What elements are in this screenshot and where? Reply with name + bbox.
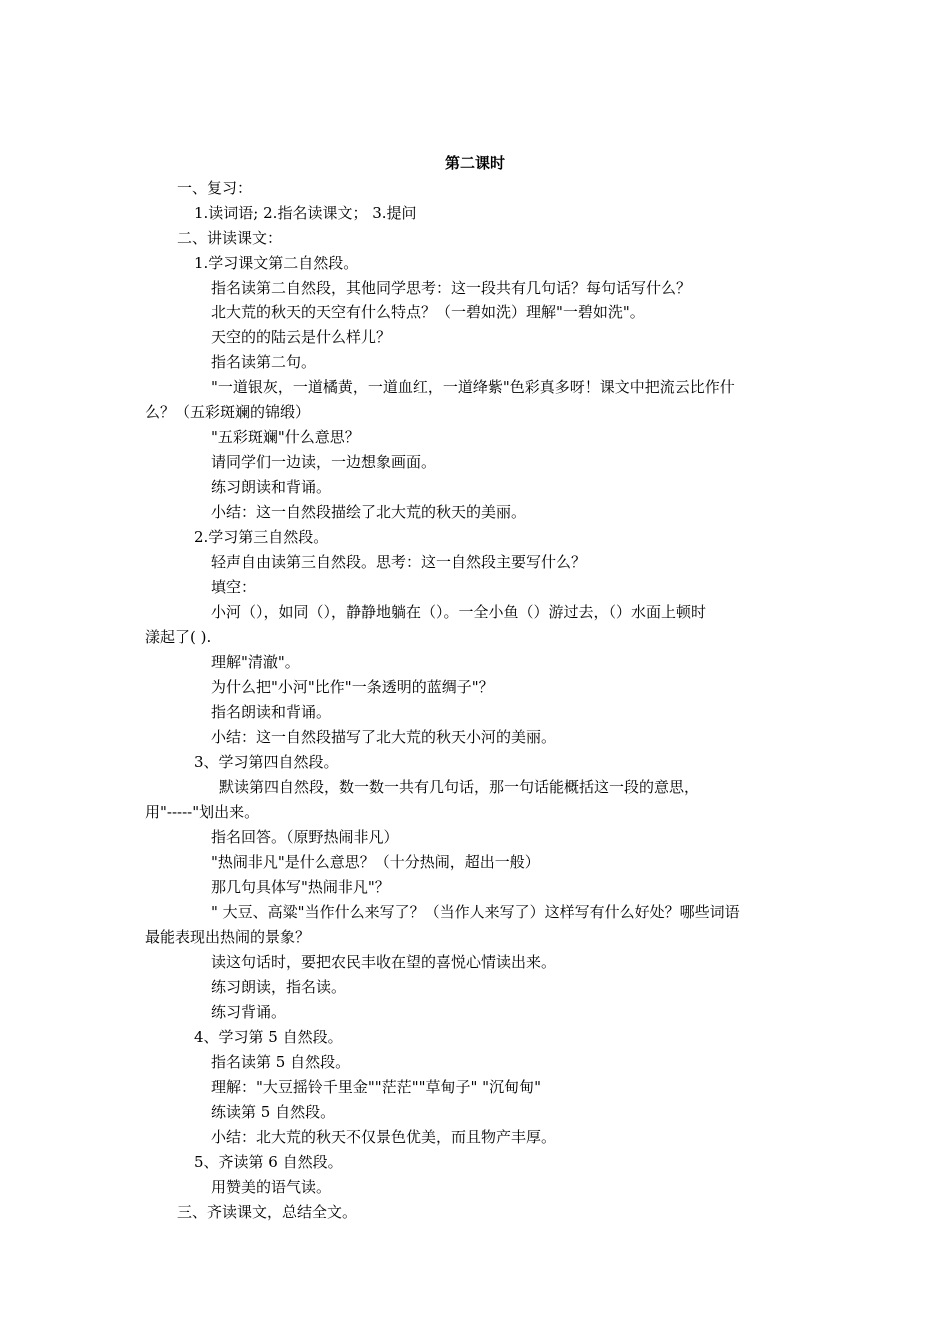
paragraph-line: 指名读第 5 自然段。 (211, 1053, 351, 1071)
paragraph-line: 轻声自由读第三自然段。思考：这一自然段主要写什么？ (211, 553, 587, 571)
paragraph-line: 请同学们一边读，一边想象画面。 (211, 453, 437, 471)
paragraph-line: "一道银灰，一道橘黄，一道血红，一道绛紫"色彩真多呀！课文中把流云比作什 (211, 378, 735, 396)
step-heading-2: 2.学习第三自然段。 (194, 528, 329, 546)
review-items: 1.读词语; 2.指名读课文； 3.提问 (194, 204, 417, 222)
section-heading-conclusion: 三、齐读课文，总结全文。 (177, 1203, 358, 1221)
summary-line: 小结：北大荒的秋天不仅景色优美，而且物产丰厚。 (211, 1128, 557, 1146)
paragraph-line: 那几句具体写"热闹非凡"？ (211, 878, 390, 896)
paragraph-line: 指名读第二自然段，其他同学思考：这一段共有几句话？每句话写什么？ (211, 279, 692, 297)
paragraph-line: 天空的的陆云是什么样儿？ (211, 328, 392, 346)
paragraph-line-continued: 漾起了( ). (145, 628, 212, 646)
paragraph-line: 练习朗读，指名读。 (211, 978, 347, 996)
paragraph-line: 为什么把"小河"比作"一条透明的蓝绸子"？ (211, 678, 494, 696)
paragraph-line: "五彩斑斓"什么意思？ (211, 428, 360, 446)
paragraph-line: 理解："大豆摇铃千里金""茫茫""草甸子" "沉甸甸" (211, 1078, 541, 1096)
section-heading-review: 一、复习： (177, 179, 253, 197)
step-heading-3: 3、学习第四自然段。 (194, 753, 339, 771)
paragraph-line: 默读第四自然段，数一数一共有几句话，那一句话能概括这一段的意思， (219, 778, 700, 796)
paragraph-line: 指名回答。（原野热闹非凡） (211, 828, 399, 846)
fill-in-line: 小河（），如同（），静静地躺在（）。一全小鱼（）游过去，（）水面上顿时 (211, 603, 707, 621)
summary-line: 小结：这一自然段描写了北大荒的秋天小河的美丽。 (211, 728, 557, 746)
paragraph-line: 填空： (211, 578, 257, 596)
paragraph-line-continued: 么？（五彩斑斓的锦缎） (145, 403, 311, 421)
paragraph-line: 练习朗读和背诵。 (211, 478, 332, 496)
paragraph-line: 指名朗读和背诵。 (211, 703, 332, 721)
step-heading-1: 1.学习课文第二自然段。 (194, 254, 359, 272)
paragraph-line: 北大荒的秋天的天空有什么特点？（一碧如洗）理解"一碧如洗"。 (211, 303, 645, 321)
paragraph-line: "热闹非凡"是什么意思？（十分热闹，超出一般） (211, 853, 540, 871)
step-heading-5: 5、齐读第 6 自然段。 (194, 1153, 343, 1171)
summary-line: 小结：这一自然段描绘了北大荒的秋天的美丽。 (211, 503, 527, 521)
paragraph-line: " 大豆、高粱"当作什么来写了？（当作人来写了）这样写有什么好处？哪些词语 (211, 903, 740, 921)
step-heading-4: 4、学习第 5 自然段。 (194, 1028, 343, 1046)
paragraph-line: 用赞美的语气读。 (211, 1178, 332, 1196)
paragraph-line-continued: 用"-----"划出来。 (145, 803, 260, 821)
page-title: 第二课时 (444, 154, 505, 172)
paragraph-line: 练习背诵。 (211, 1003, 287, 1021)
paragraph-line: 指名读第二句。 (211, 353, 317, 371)
paragraph-line-continued: 最能表现出热闹的景象？ (145, 928, 311, 946)
paragraph-line: 理解"清澈"。 (211, 653, 300, 671)
section-heading-reading: 二、讲读课文： (177, 229, 283, 247)
paragraph-line: 读这句话时，要把农民丰收在望的喜悦心情读出来。 (211, 953, 557, 971)
paragraph-line: 练读第 5 自然段。 (211, 1103, 336, 1121)
